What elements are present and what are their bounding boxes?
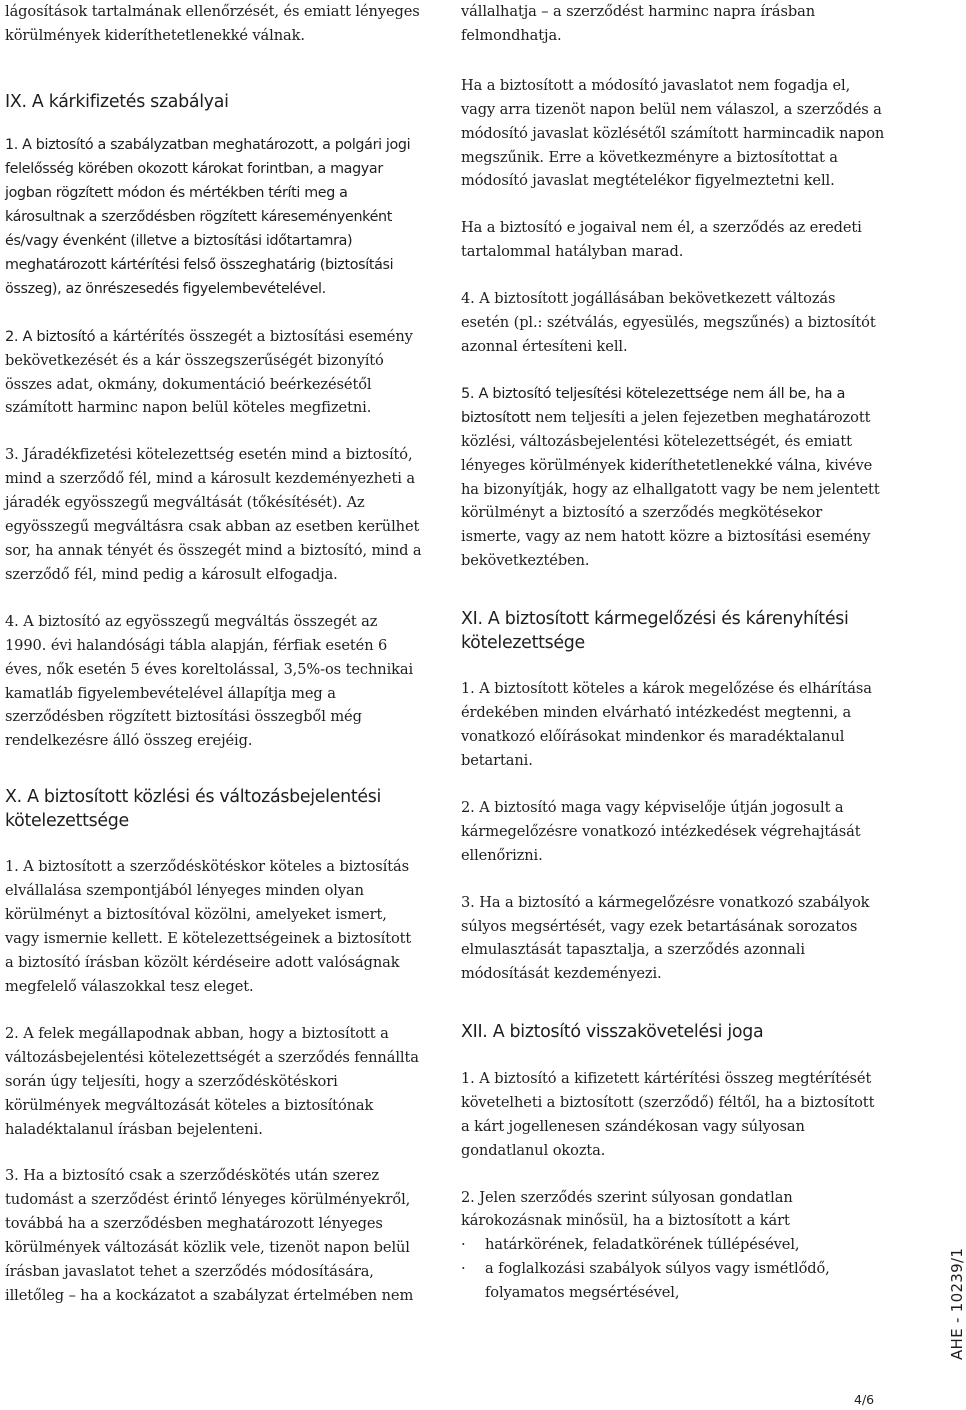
bullet-list [461, 1233, 886, 1305]
paragraph-r-1: Ha a biztosított a módosító javaslatot nem fogadja el, vagy arra tizenöt napon belül nem válaszol, a szerződés a módosító javaslat közlésétől számított harmincadik napon megszűnik. Erre a következményre a biztosítottat a módosító javaslat megtételékor figyelmeztetni kell. [461, 76, 885, 190]
paragraph-ix-4: 4. A biztosító az egyösszegű megváltás összegét az 1990. évi halandósági tábla alapján, férfiak esetén 6 éves, nők esetén 5 éves koreltolással, 3,5%-os technikai kamatláb figyelembevételével állapítja meg a szerződésben rögzített biztosítási összegből még rendelkezésre álló összeg erejéig. [5, 612, 414, 750]
paragraph-ix-2-body: a kártérítés összegét a biztosítási esemény bekövetkezését és a kár összegszerűségét bizonyító összes adat, okmány, dokumentáció beérkezésétől számított harminc napon belül köteles megfizetni. [5, 327, 413, 417]
paragraph-ix-3: 3. Járadékfizetési kötelezettség esetén mind a biztosító, mind a szerződő fél, mind a károsult kezdeményezheti a járadék egyösszegű megváltását (tőkésítését). Az egyösszegű megváltásra csak abban az esetben kerülhet sor, ha annak tényét és összegét mind a biztosító, mind a szerződő fél, mind pedig a károsult elfogadja. [5, 446, 422, 583]
paragraph-x-5 [461, 382, 886, 573]
paragraph-xi-2: 2. A biztosító maga vagy képviselője útján jogosult a kármegelőzésre vonatkozó intézkedések végrehajtását ellenőrizni. [461, 798, 861, 864]
paragraph-xi-1: 1. A biztosított köteles a károk megelőzése és elhárítása érdekében minden elvárható intézkedést megtenni, a vonatkozó előírásokat mindenkor és maradéktalanul betartani. [461, 680, 872, 770]
page-number: 4/6 [854, 1392, 875, 1407]
section-heading-xi: XI. A biztosított kármegelőzési és kárenyhítési kötelezettsége [461, 609, 849, 653]
paragraph-ix-2-lead: 2. A biztosító [5, 327, 96, 345]
paragraph-x-2: 2. A felek megállapodnak abban, hogy a biztosított a változásbejelentési kötelezettségét a szerződés fennállta során úgy teljesíti, hogy a szerződéskötéskori körülmények megváltozását köteles a biztosítónak haladéktalanul írásban bejelenteni. [5, 1024, 419, 1138]
section-heading-ix: IX. A kárkifizetés szabályai [5, 91, 229, 112]
paragraph-r-2: Ha a biztosító e jogaival nem él, a szerződés az eredeti tartalommal hatályban marad. [461, 219, 862, 261]
right-column [461, 0, 886, 1305]
paragraph-x-3: 3. Ha a biztosító csak a szerződéskötés után szerez tudomást a szerződést érintő lényeges körülményekről, továbbá ha a szerződésben meghatározott lényeges körülmények változását közlik vele, tizenöt napon belül írásban javaslatot tehet a szerződés módosítására, illetőleg – ha a kockázatot a szabályzat értelmében nem [5, 1167, 414, 1304]
paragraph-ix-1: 1. A biztosító a szabályzatban meghatározott, a polgári jogi felelősség körében okozott károkat forintban, a magyar jogban rögzített módon és mértékben téríti meg a károsultnak a szerződésben rögzített káreseményenként és/vagy évenként (illetve a biztosítási időtartamra) meghatározott kártérítési felső összeghatárig (biztosítási összeg), az önrészesedés figyelembevételével. [5, 137, 411, 297]
paragraph-continued: vállalhatja – a szerződést harminc napra írásban felmondhatja. [461, 3, 816, 44]
list-item: · a foglalkozási szabályok súlyos vagy ismétlődő, folyamatos megsértésével, [461, 1257, 886, 1305]
paragraph-xi-3: 3. Ha a biztosító a kármegelőzésre vonatkozó szabályok súlyos megsértését, vagy ezek betartásának sorozatos elmulasztását tapasztalja, a szerződés azonnali módosítását kezdeményezi. [461, 893, 870, 983]
document-code: AHE - 10239/1 [948, 1247, 966, 1360]
paragraph-xii-1: 1. A biztosító a kifizetett kártérítési összeg megtérítését követelheti a biztosított (szerződő) féltől, ha a biztosított a kárt jogellenesen szándékosan vagy súlyosan gondatlanul okozta. [461, 1069, 875, 1159]
paragraph-x-1: 1. A biztosított a szerződéskötéskor köteles a biztosítás elvállalása szempontjából lényeges minden olyan körülményt a biztosítóval közölni, amelyeket ismert, vagy ismernie kellett. E kötelezettségeinek a biztosított a biztosító írásban közölt kérdéseire adott valóságnak megfelelő válaszokkal tesz eleget. [5, 858, 412, 995]
left-column [5, 0, 423, 1331]
paragraph-ix-2 [5, 325, 423, 421]
paragraph-x-5-lead: 5. A biztosító teljesítési kötelezettsége nem áll be, ha a biztosított [461, 384, 846, 426]
paragraph-x-4: 4. A biztosított jogállásában bekövetkezett változás esetén (pl.: szétválás, egyesülés, megszűnés) a biztosítót azonnal értesíteni kell. [461, 290, 876, 355]
paragraph-continued: lágosítások tartalmának ellenőrzését, és emiatt lényeges körülmények kideríthetetlenekké válnak. [5, 3, 420, 44]
list-item: · határkörének, feladatkörének túllépésével, [461, 1233, 886, 1257]
paragraph-x-5-body: nem teljesíti a jelen fejezetben meghatározott közlési, változásbejelentési kötelezettségét, és emiatt lényeges körülmények kideríthetetlenekké válna, kivéve ha bizonyítják, hogy az elhallgatott vagy be nem jelentett körülményt a biztosító a szerződés megkötésekor ismerte, vagy az nem hatott közre a biztosítási esemény bekövetkeztében. [461, 408, 880, 570]
section-heading-xii: XII. A biztosító visszakövetelési joga [461, 1022, 764, 1043]
section-heading-x: X. A biztosított közlési és változásbejelentési kötelezettsége [5, 787, 382, 831]
paragraph-xii-2: 2. Jelen szerződés szerint súlyosan gondatlan károkozásnak minősül, ha a biztosított a kárt [461, 1188, 793, 1230]
